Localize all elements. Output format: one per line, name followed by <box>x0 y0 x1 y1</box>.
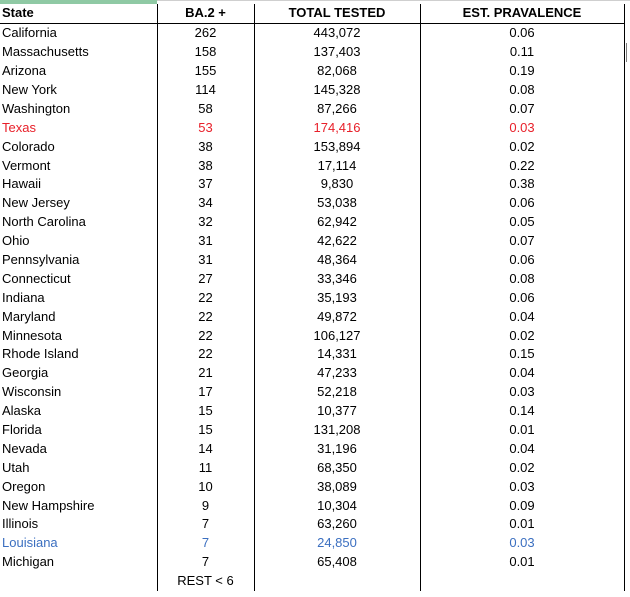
table-row <box>0 43 624 62</box>
cell-est-prevalence[interactable]: 0.04 <box>420 364 624 383</box>
table-row <box>0 251 624 270</box>
cell-state[interactable]: New York <box>0 81 157 100</box>
table-row <box>0 421 624 440</box>
cell-state[interactable]: Michigan <box>0 553 157 572</box>
cell-est-prevalence[interactable]: 0.06 <box>420 251 624 270</box>
cell-total-tested[interactable]: 68,350 <box>254 458 420 477</box>
table-row <box>0 383 624 402</box>
cell-state[interactable]: Rhode Island <box>0 345 157 364</box>
cell-total-tested[interactable]: 82,068 <box>254 62 420 81</box>
cell-ba2[interactable]: 10 <box>157 477 254 496</box>
footer-empty-cell[interactable] <box>0 572 157 591</box>
cell-total-tested[interactable]: 49,872 <box>254 307 420 326</box>
cell-est-prevalence[interactable]: 0.01 <box>420 515 624 534</box>
cell-ba2[interactable]: 155 <box>157 62 254 81</box>
table-row <box>0 62 624 81</box>
table-row <box>0 364 624 383</box>
cell-state[interactable]: Utah <box>0 458 157 477</box>
table-row <box>0 194 624 213</box>
cell-est-prevalence[interactable]: 0.04 <box>420 307 624 326</box>
cell-total-tested[interactable]: 9,830 <box>254 175 420 194</box>
header-state[interactable]: State <box>0 4 157 23</box>
cell-ba2[interactable]: 15 <box>157 402 254 421</box>
cell-total-tested[interactable]: 17,114 <box>254 156 420 175</box>
table-row <box>0 156 624 175</box>
cell-total-tested[interactable]: 63,260 <box>254 515 420 534</box>
cell-state[interactable]: Illinois <box>0 515 157 534</box>
cell-ba2[interactable]: 9 <box>157 496 254 515</box>
cell-total-tested[interactable]: 131,208 <box>254 421 420 440</box>
table-row <box>0 137 624 156</box>
cell-total-tested[interactable]: 137,403 <box>254 43 420 62</box>
table-row <box>0 23 624 42</box>
cell-ba2[interactable]: 58 <box>157 99 254 118</box>
cell-est-prevalence[interactable]: 0.03 <box>420 118 624 137</box>
table-row <box>0 458 624 477</box>
cell-state[interactable]: Indiana <box>0 288 157 307</box>
cell-ba2[interactable]: 31 <box>157 251 254 270</box>
footer-empty-cell[interactable] <box>420 572 624 591</box>
cell-est-prevalence[interactable]: 0.08 <box>420 269 624 288</box>
cell-state[interactable]: North Carolina <box>0 213 157 232</box>
table-row <box>0 496 624 515</box>
cell-total-tested[interactable]: 35,193 <box>254 288 420 307</box>
cell-state[interactable]: Georgia <box>0 364 157 383</box>
table-row <box>0 213 624 232</box>
cell-ba2[interactable]: 38 <box>157 137 254 156</box>
cell-total-tested[interactable]: 47,233 <box>254 364 420 383</box>
cell-est-prevalence[interactable]: 0.09 <box>420 496 624 515</box>
cell-state[interactable]: Wisconsin <box>0 383 157 402</box>
cell-est-prevalence[interactable]: 0.02 <box>420 458 624 477</box>
table-row <box>0 307 624 326</box>
cell-total-tested[interactable]: 174,416 <box>254 118 420 137</box>
top-border <box>157 0 630 1</box>
spreadsheet <box>0 4 630 591</box>
cell-ba2[interactable]: 15 <box>157 421 254 440</box>
ba2-table <box>0 4 625 591</box>
cell-ba2[interactable]: 22 <box>157 288 254 307</box>
cell-ba2[interactable]: 22 <box>157 326 254 345</box>
cell-state[interactable]: Texas <box>0 118 157 137</box>
cell-state[interactable]: Louisiana <box>0 534 157 553</box>
cell-ba2[interactable]: 17 <box>157 383 254 402</box>
cell-est-prevalence[interactable]: 0.08 <box>420 81 624 100</box>
header-ba2[interactable]: BA.2 + <box>157 4 254 23</box>
cell-total-tested[interactable]: 31,196 <box>254 439 420 458</box>
cell-ba2[interactable]: 11 <box>157 458 254 477</box>
cell-state[interactable]: Vermont <box>0 156 157 175</box>
cell-total-tested[interactable]: 10,304 <box>254 496 420 515</box>
cell-est-prevalence[interactable]: 0.02 <box>420 137 624 156</box>
table-row <box>0 534 624 553</box>
cell-total-tested[interactable]: 53,038 <box>254 194 420 213</box>
cell-ba2[interactable]: 7 <box>157 534 254 553</box>
cell-ba2[interactable]: 53 <box>157 118 254 137</box>
table-row <box>0 326 624 345</box>
cell-est-prevalence[interactable]: 0.15 <box>420 345 624 364</box>
cell-total-tested[interactable]: 65,408 <box>254 553 420 572</box>
cell-est-prevalence[interactable]: 0.22 <box>420 156 624 175</box>
cell-est-prevalence[interactable]: 0.04 <box>420 439 624 458</box>
cell-state[interactable]: Minnesota <box>0 326 157 345</box>
cell-state[interactable]: Washington <box>0 99 157 118</box>
cell-ba2[interactable]: 37 <box>157 175 254 194</box>
cell-state[interactable]: New Jersey <box>0 194 157 213</box>
cell-total-tested[interactable]: 87,266 <box>254 99 420 118</box>
cell-est-prevalence[interactable]: 0.02 <box>420 326 624 345</box>
cell-ba2[interactable]: 31 <box>157 232 254 251</box>
table-row <box>0 477 624 496</box>
table-row <box>0 232 624 251</box>
table-row <box>0 81 624 100</box>
cell-state[interactable]: Colorado <box>0 137 157 156</box>
cell-total-tested[interactable]: 52,218 <box>254 383 420 402</box>
table-body <box>0 23 624 571</box>
cell-state[interactable]: Maryland <box>0 307 157 326</box>
cell-est-prevalence[interactable]: 0.01 <box>420 553 624 572</box>
cell-ba2[interactable]: 38 <box>157 156 254 175</box>
cell-state[interactable]: California <box>0 23 157 42</box>
table-row <box>0 345 624 364</box>
footer-note[interactable]: REST < 6 <box>157 572 254 591</box>
cell-total-tested[interactable]: 42,622 <box>254 232 420 251</box>
cell-ba2[interactable]: 114 <box>157 81 254 100</box>
cell-total-tested[interactable]: 145,328 <box>254 81 420 100</box>
cell-total-tested[interactable]: 10,377 <box>254 402 420 421</box>
cell-est-prevalence[interactable]: 0.11 <box>420 43 624 62</box>
cell-ba2[interactable]: 262 <box>157 23 254 42</box>
cell-state[interactable]: Massachusetts <box>0 43 157 62</box>
cell-total-tested[interactable]: 14,331 <box>254 345 420 364</box>
cell-state[interactable]: Florida <box>0 421 157 440</box>
table-row <box>0 118 624 137</box>
cell-est-prevalence[interactable]: 0.14 <box>420 402 624 421</box>
table-row <box>0 99 624 118</box>
cell-est-prevalence[interactable]: 0.07 <box>420 99 624 118</box>
cell-est-prevalence[interactable]: 0.05 <box>420 213 624 232</box>
cell-state[interactable]: Arizona <box>0 62 157 81</box>
cell-est-prevalence[interactable]: 0.03 <box>420 477 624 496</box>
cell-ba2[interactable]: 32 <box>157 213 254 232</box>
cell-est-prevalence[interactable]: 0.06 <box>420 23 624 42</box>
header-total-tested[interactable]: TOTAL TESTED <box>254 4 420 23</box>
cell-state[interactable]: Connecticut <box>0 269 157 288</box>
cell-ba2[interactable]: 158 <box>157 43 254 62</box>
cell-total-tested[interactable]: 48,364 <box>254 251 420 270</box>
cell-ba2[interactable]: 22 <box>157 345 254 364</box>
table-row <box>0 439 624 458</box>
cell-est-prevalence[interactable]: 0.38 <box>420 175 624 194</box>
table-row <box>0 175 624 194</box>
cell-ba2[interactable]: 7 <box>157 553 254 572</box>
cell-edge-marker <box>626 43 627 62</box>
table-row <box>0 288 624 307</box>
cell-total-tested[interactable]: 443,072 <box>254 23 420 42</box>
cell-total-tested[interactable]: 62,942 <box>254 213 420 232</box>
cell-total-tested[interactable]: 38,089 <box>254 477 420 496</box>
footer-empty-cell[interactable] <box>254 572 420 591</box>
cell-est-prevalence[interactable]: 0.06 <box>420 288 624 307</box>
cell-est-prevalence[interactable]: 0.03 <box>420 534 624 553</box>
header-row <box>0 4 624 23</box>
cell-ba2[interactable]: 27 <box>157 269 254 288</box>
cell-state[interactable]: Alaska <box>0 402 157 421</box>
cell-total-tested[interactable]: 153,894 <box>254 137 420 156</box>
header-est-prevalence[interactable]: EST. PRAVALENCE <box>420 4 624 23</box>
cell-ba2[interactable]: 21 <box>157 364 254 383</box>
cell-est-prevalence[interactable]: 0.06 <box>420 194 624 213</box>
cell-ba2[interactable]: 22 <box>157 307 254 326</box>
table-row <box>0 269 624 288</box>
table-row <box>0 402 624 421</box>
cell-state[interactable]: Nevada <box>0 439 157 458</box>
cell-total-tested[interactable]: 33,346 <box>254 269 420 288</box>
cell-state[interactable]: Ohio <box>0 232 157 251</box>
table-row <box>0 553 624 572</box>
cell-est-prevalence[interactable]: 0.19 <box>420 62 624 81</box>
cell-ba2[interactable]: 14 <box>157 439 254 458</box>
table-row <box>0 515 624 534</box>
cell-est-prevalence[interactable]: 0.03 <box>420 383 624 402</box>
cell-total-tested[interactable]: 106,127 <box>254 326 420 345</box>
cell-ba2[interactable]: 34 <box>157 194 254 213</box>
footer-row <box>0 572 624 591</box>
cell-state[interactable]: Pennsylvania <box>0 251 157 270</box>
cell-state[interactable]: Oregon <box>0 477 157 496</box>
cell-state[interactable]: New Hampshire <box>0 496 157 515</box>
cell-total-tested[interactable]: 24,850 <box>254 534 420 553</box>
cell-ba2[interactable]: 7 <box>157 515 254 534</box>
cell-est-prevalence[interactable]: 0.07 <box>420 232 624 251</box>
cell-est-prevalence[interactable]: 0.01 <box>420 421 624 440</box>
cell-state[interactable]: Hawaii <box>0 175 157 194</box>
